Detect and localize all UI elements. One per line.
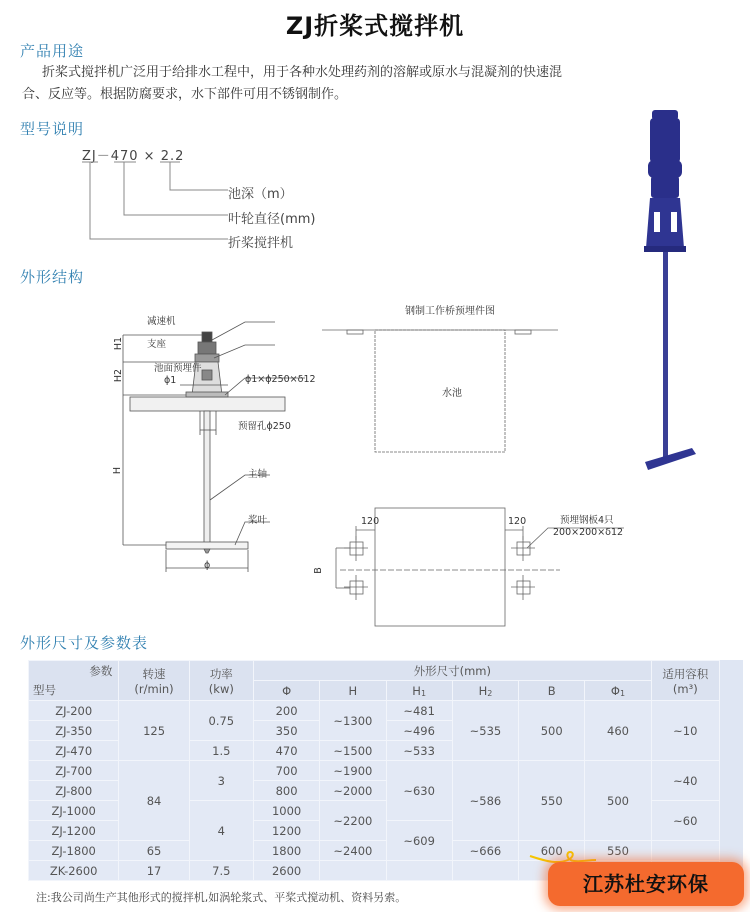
plan-drawing-title: 钢制工作桥预埋件图 (405, 306, 495, 317)
plan-drawing (320, 318, 640, 628)
cell-phi: 800 (253, 781, 319, 801)
cell-h1: ~481 (386, 701, 452, 721)
model-label-mixer-type: 折桨搅拌机 (228, 236, 294, 251)
header-h2 (452, 681, 518, 701)
cell-phi: 1000 (253, 801, 319, 821)
model-label-impeller-diameter: 叶轮直径(mm) (228, 212, 316, 227)
cell-phi: 1800 (253, 841, 319, 861)
cell-h: ~2200 (320, 801, 386, 841)
header-h1 (386, 681, 452, 701)
table-row (29, 841, 720, 861)
header-volume-unit: (m³) (672, 681, 698, 696)
cell-phi: 1200 (253, 821, 319, 841)
side-elevation-drawing (100, 300, 340, 585)
header-volume-label: 适用容积 (662, 666, 709, 681)
page-title: ZJ折桨式搅拌机 (285, 12, 465, 40)
cell-phi: 350 (253, 721, 319, 741)
cell-b: 600 (519, 841, 585, 861)
cell-h: ~2400 (320, 841, 386, 861)
dim-b: B (312, 567, 324, 574)
usage-line-1: 折桨式搅拌机广泛用于给排水工程中，用于各种水处理药剂的溶解或原水与混凝剂的快速混 (42, 65, 563, 80)
usage-paragraph (22, 62, 622, 106)
cell-h (320, 861, 386, 881)
cell-phi: 2600 (253, 861, 319, 881)
usage-line-2: 合、反应等。根据防腐要求，水下部件可用不锈钢制作。 (22, 87, 348, 102)
callout-main-shaft: 主轴 (248, 469, 268, 480)
watermark-badge: 江苏杜安环保 (548, 862, 744, 906)
table-row (29, 761, 720, 781)
model-code-example: ZJ－470 × 2.2 (82, 149, 185, 164)
header-h2-label: H (478, 683, 488, 698)
cell-model: ZJ-800 (29, 781, 119, 801)
cell-phi1: 500 (585, 761, 651, 841)
cell-power: 3 (189, 761, 253, 801)
cell-model: ZJ-1200 (29, 821, 119, 841)
cell-volume (651, 841, 719, 861)
header-h: H (320, 681, 386, 701)
cell-model: ZJ-200 (29, 701, 119, 721)
cell-model: ZJ-700 (29, 761, 119, 781)
cell-volume: ~10 (651, 701, 719, 761)
header-speed (119, 661, 189, 701)
model-label-depth: 池深（m） (228, 187, 293, 202)
section-heading-model: 型号说明 (20, 120, 85, 138)
plate-spec: 200×200×δ12 (553, 527, 624, 538)
cell-phi: 200 (253, 701, 319, 721)
cell-h1: ~609 (386, 821, 452, 861)
cell-model: ZK-2600 (29, 861, 119, 881)
header-phi: Φ (253, 681, 319, 701)
cell-volume: ~60 (651, 801, 719, 841)
header-power-unit: (kw) (208, 681, 234, 696)
header-dimensions-group: 外形尺寸(mm) (253, 661, 651, 681)
cell-speed: 84 (119, 761, 189, 841)
cell-phi1: 550 (585, 841, 651, 861)
cell-speed: 17 (119, 861, 189, 881)
dim-phi1: ϕ1 (164, 375, 177, 386)
cell-speed: 125 (119, 701, 189, 761)
section-heading-usage: 产品用途 (20, 42, 85, 60)
dim-h: H (112, 466, 124, 475)
cell-h1: ~630 (386, 761, 452, 821)
cell-h2 (452, 861, 518, 881)
pool-label: 水池 (442, 388, 462, 399)
dim-h2: H2 (113, 368, 125, 383)
model-code-leader-lines (80, 160, 230, 250)
cell-h2: ~666 (452, 841, 518, 861)
header-phi1-sub: 1 (619, 688, 626, 698)
cell-h1 (386, 861, 452, 881)
header-param-label: 参数 (89, 664, 113, 678)
header-h1-label: H (412, 683, 421, 698)
cell-power: 7.5 (189, 861, 253, 881)
callout-reserved-hole: 预留孔ϕ250 (238, 421, 291, 432)
parameter-table-container (28, 660, 743, 880)
header-power (189, 661, 253, 701)
callout-reducer: 减速机 (147, 316, 176, 327)
header-power-label: 功率 (209, 666, 233, 681)
cell-h: ~1300 (320, 701, 386, 741)
cell-phi: 470 (253, 741, 319, 761)
header-corner (29, 661, 119, 701)
cell-b: 500 (519, 701, 585, 761)
cell-model: ZJ-470 (29, 741, 119, 761)
header-volume (651, 661, 719, 701)
cell-phi1: 460 (585, 701, 651, 761)
header-model-label: 型号 (33, 683, 56, 697)
cell-h: ~1900 (320, 761, 386, 781)
callout-paddle: 桨叶 (248, 515, 268, 526)
cell-h2: ~535 (452, 701, 518, 761)
cell-power: 1.5 (189, 741, 253, 761)
dim-phi: ϕ (204, 560, 211, 571)
header-speed-unit: (r/min) (134, 681, 174, 696)
cell-model: ZJ-1800 (29, 841, 119, 861)
header-speed-label: 转速 (142, 666, 166, 681)
cell-h2: ~586 (452, 761, 518, 841)
cell-b: 550 (519, 761, 585, 841)
cell-h: ~1500 (320, 741, 386, 761)
parameter-table (28, 660, 720, 881)
plate-label: 预埋钢板4只 (560, 515, 614, 526)
callout-embedded-spec: ϕ1×ϕ250×δ12 (245, 374, 316, 385)
table-row (29, 701, 720, 721)
cell-power: 0.75 (189, 701, 253, 741)
cell-h1: ~533 (386, 741, 452, 761)
header-phi1 (585, 681, 651, 701)
callout-embedded-part: 池面预埋件 (154, 363, 202, 374)
cell-model: ZJ-1000 (29, 801, 119, 821)
cell-volume: ~40 (651, 761, 719, 801)
cell-phi: 700 (253, 761, 319, 781)
header-b: B (519, 681, 585, 701)
cell-h1: ~496 (386, 721, 452, 741)
cell-model: ZJ-350 (29, 721, 119, 741)
callout-support: 支座 (147, 339, 167, 350)
header-h1-sub: 1 (420, 688, 427, 698)
section-heading-table: 外形尺寸及参数表 (20, 634, 149, 652)
cell-h: ~2000 (320, 781, 386, 801)
dim-right-120: 120 (508, 516, 527, 527)
cell-speed: 65 (119, 841, 189, 861)
header-h2-sub: 2 (487, 688, 493, 698)
cell-power: 4 (189, 801, 253, 861)
product-photo-mixer (620, 100, 730, 480)
dim-left-120: 120 (361, 516, 380, 527)
dim-h1: H1 (113, 336, 125, 351)
footnote: 注:我公司尚生产其他形式的搅拌机,如涡轮浆式、平桨式搅动机、资料另索。 (36, 891, 407, 904)
section-heading-structure: 外形结构 (20, 268, 85, 286)
header-phi1-label: Φ (610, 683, 620, 698)
